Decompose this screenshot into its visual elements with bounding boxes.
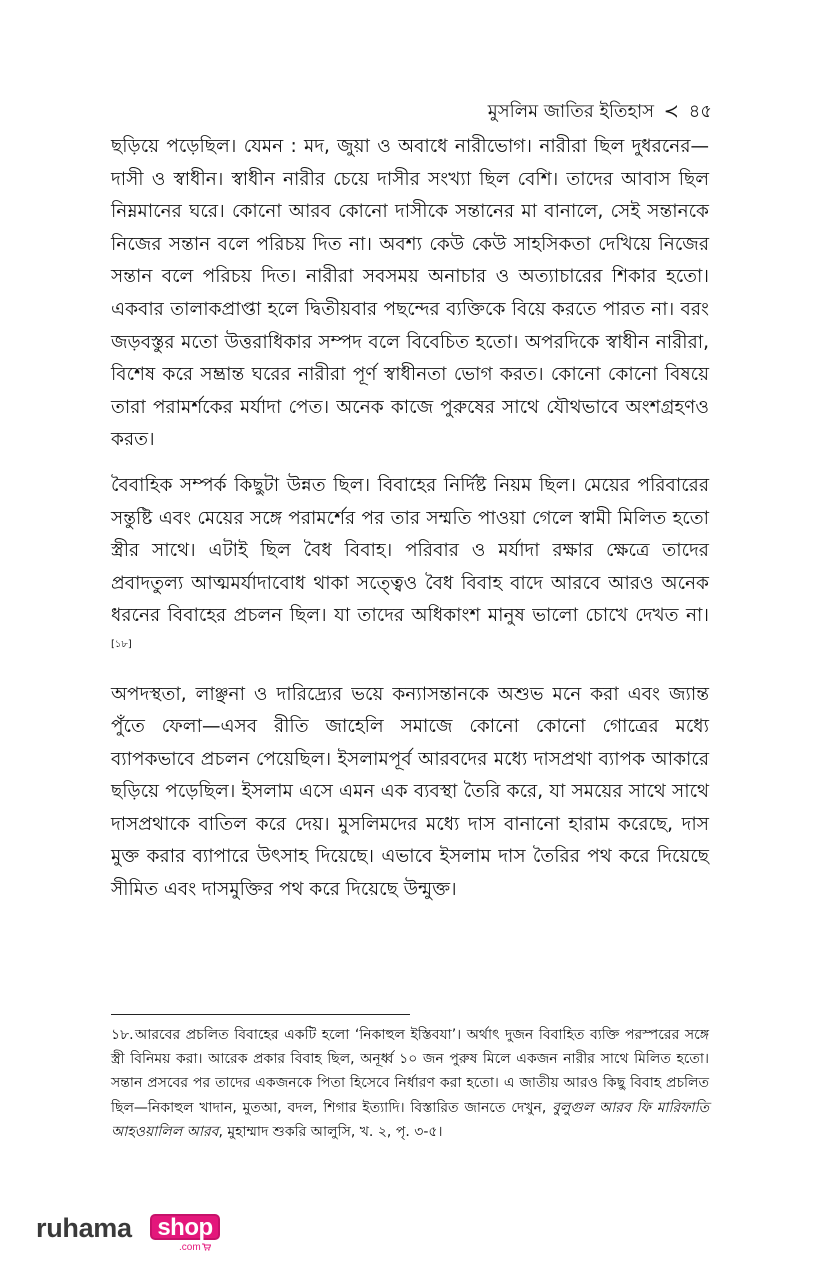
footnote-citation: , মুহাম্মাদ শুকরি আলুসি, খ. ২, পৃ. ৩-৫। bbox=[218, 1123, 443, 1140]
paragraph-3: অপদস্থতা, লাঞ্ছনা ও দারিদ্র্যের ভয়ে কন্যাসন্তানকে অশুভ মনে করা এবং জ্যান্ত পুঁতে ফেলা—এসব রীতি জাহেলি সমাজে কোনো কোনো গোত্রের মধ্যে ব্যাপকভাবে প্রচলন পেয়েছিল। ইসলামপূর্ব আরবদের মধ্যে দাসপ্রথা ব্যাপক আকারে ছড়িয়ে পড়েছিল। ইসলাম এসে এমন এক ব্যবস্থা তৈরি করে, যা সময়ের সাথে সাথে দাসপ্রথাকে বাতিল করে দেয়। মুসলিমদের মধ্যে দাস বানানো হারাম করেছে, দাস মুক্ত করার ব্যাপারে উৎসাহ দিয়েছে। এভাবে ইসলাম দাস তৈরির পথ করে দিয়েছে সীমিত এবং দাসমুক্তির পথ করে দিয়েছে উন্মুক্ত। bbox=[111, 683, 709, 901]
paragraph-2 bbox=[111, 470, 709, 666]
paragraph-1: ছড়িয়ে পড়েছিল। যেমন : মদ, জুয়া ও অবাধে নারীভোগ। নারীরা ছিল দুধরনের—দাসী ও স্বাধীন। স্বাধীন নারীর চেয়ে দাসীর সংখ্যা ছিল বেশি। তাদের আবাস ছিল নিম্নমানের ঘরে। কোনো আরব কোনো দাসীকে সন্তানের মা বানালে, সেই সন্তানকে নিজের সন্তান বলে পরিচয় দিত না। অবশ্য কেউ কেউ সাহসিকতা দেখিয়ে নিজের সন্তান বলে পরিচয় দিত। নারীরা সবসময় অনাচার ও অত্যাচারের শিকার হতো। একবার তালাকপ্রাপ্তা হলে দ্বিতীয়বার পছন্দের ব্যক্তিকে বিয়ে করতে পারত না। বরং জড়বস্তুর মতো উত্তরাধিকার সম্পদ বলে বিবেচিত হতো। অপরদিকে স্বাধীন নারীরা, বিশেষ করে সম্ভ্রান্ত ঘরের নারীরা পূর্ণ স্বাধীনতা ভোগ করত। কোনো কোনো বিষয়ে তারা পরামর্শকের মর্যাদা পেত। অনেক কাজে পুরুষের সাথে যৌথভাবে অংশগ্রহণও করত। bbox=[111, 136, 709, 451]
logo-domain-text: .com bbox=[179, 1242, 201, 1253]
footnote-number: ১৮. bbox=[111, 1027, 134, 1043]
footnote-text: আরবের প্রচলিত বিবাহের একটি হলো ‘নিকাহুল ইস্তিবযা’। অর্থাৎ দুজন বিবাহিত ব্যক্তি পরস্পরের সঙ্গে স্ত্রী বিনিময় করা। আরেক প্রকার বিবাহ ছিল, অনূর্ধ্ব ১০ জন পুরুষ মিলে একজন নারীর সাথে মিলিত হতো। সন্তান প্রসবের পর তাদের একজনকে পিতা হিসেবে নির্ধারণ করা হতো। এ জাতীয় আরও কিছু বিবাহ প্রচলিত ছিল—নিকাহুল খাদান, মুতআ, বদল, শিগার ইত্যাদি। বিস্তারিত জানতে দেখুন, bbox=[111, 1027, 709, 1116]
logo-shop-badge bbox=[150, 1214, 220, 1240]
logo-shop-text: shop bbox=[157, 1214, 213, 1241]
page-number: ৪৫ bbox=[688, 101, 712, 122]
footnote-reference[interactable]: [১৮] bbox=[111, 638, 132, 650]
main-text bbox=[111, 131, 709, 920]
logo-wordmark: ruhama bbox=[36, 1213, 132, 1243]
running-header bbox=[488, 100, 712, 124]
paragraph-2-text: বৈবাহিক সম্পর্ক কিছুটা উন্নত ছিল। বিবাহের নির্দিষ্ট নিয়ম ছিল। মেয়ের পরিবারের সন্তুষ্টি এবং মেয়ের সঙ্গে পরামর্শের পর তার সম্মতি পাওয়া গেলে স্বামী মিলিত হতো স্ত্রীর সাথে। এটাই ছিল বৈধ বিবাহ। পরিবার ও মর্যাদা রক্ষার ক্ষেত্রে তাদের প্রবাদতুল্য আত্মমর্যাদাবোধ থাকা সত্ত্বেও বৈধ বিবাহ বাদে আরবে আরও অনেক ধরনের বিবাহের প্রচলন ছিল। যা তাদের অধিকাংশ মানুষ ভালো চোখে দেখত না। bbox=[111, 474, 709, 627]
arrow-icon: ≺ bbox=[663, 101, 679, 122]
book-title: মুসলিম জাতির ইতিহাস bbox=[487, 101, 655, 122]
logo-domain bbox=[179, 1242, 211, 1253]
cart-icon bbox=[202, 1243, 211, 1251]
footnote-book-title: বুলুগুল আরব ফি মারিফাতি আহওয়ালিল আরব bbox=[111, 1099, 709, 1140]
footnote bbox=[111, 1023, 709, 1144]
footnote-divider bbox=[111, 1014, 410, 1015]
